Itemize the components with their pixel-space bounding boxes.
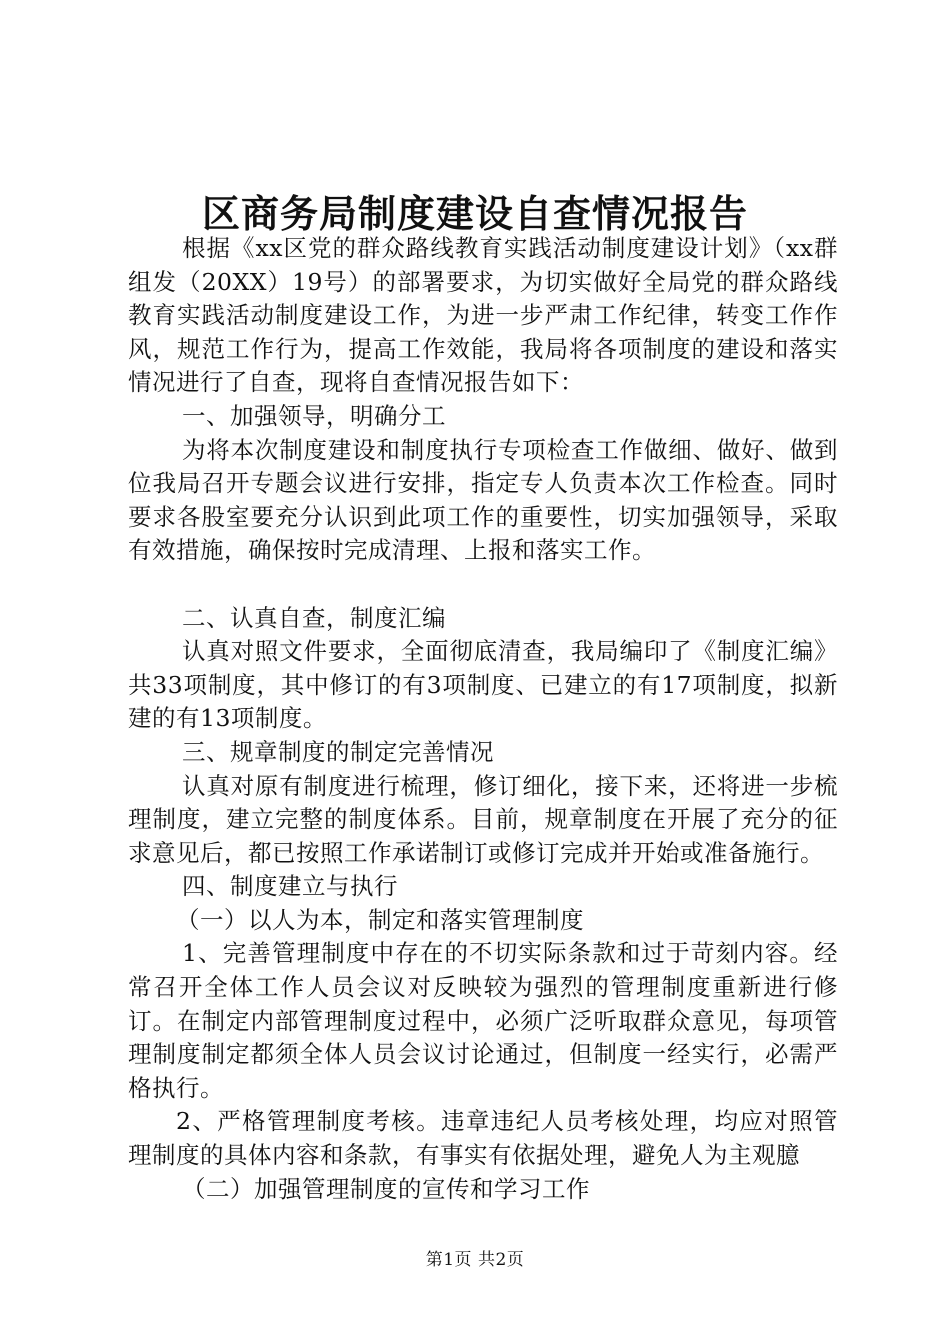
- subsection-heading-2: （二）加强管理制度的宣传和学习工作: [182, 1174, 590, 1203]
- section-heading-2: 二、认真自查，制度汇编: [182, 603, 446, 632]
- page-footer: 第1页 共2页: [425, 1250, 525, 1270]
- document-title: 区商务局制度建设自查情况报告: [201, 191, 748, 236]
- intro-paragraph: 根据《xx区党的群众路线教育实践活动制度建设计划》（xx群组发（20XX）19号）的部署要求，为切实做好全局党的群众路线教育实践活动制度建设工作，为进一步严肃工作纪律，转变工作作风，规范工作行为，提高工作效能，我局将各项制度的建设和落实情况进行了自查，现将自查情况报告如下：: [128, 234, 838, 397]
- section-heading-4: 四、制度建立与执行: [182, 872, 398, 901]
- item-2-paragraph: 2、严格管理制度考核。违章违纪人员考核处理，均应对照管理制度的具体内容和条款，有事实有依据处理，避免人为主观臆: [128, 1107, 838, 1170]
- section-1-paragraph: 为将本次制度建设和制度执行专项检查工作做细、做好、做到位我局召开专题会议进行安排，指定专人负责本次工作检查。同时要求各股室要充分认识到此项工作的重要性，切实加强领导，采取有效措施，确保按时完成清理、上报和落实工作。: [128, 435, 838, 565]
- section-heading-1: 一、加强领导，明确分工: [182, 401, 446, 430]
- section-3-paragraph: 认真对原有制度进行梳理，修订细化，接下来，还将进一步梳理制度，建立完整的制度体系。目前，规章制度在开展了充分的征求意见后，都已按照工作承诺制订或修订完成并开始或准备施行。: [128, 771, 838, 867]
- section-2-paragraph: 认真对照文件要求，全面彻底清查，我局编印了《制度汇编》共33项制度，其中修订的有3项制度、已建立的有17项制度，拟新建的有13项制度。: [128, 637, 838, 733]
- blank-line: [128, 568, 838, 602]
- document-body: [128, 232, 838, 1206]
- item-1-paragraph: 1、完善管理制度中存在的不切实际条款和过于苛刻内容。经常召开全体工作人员会议对反映较为强烈的管理制度重新进行修订。在制定内部管理制度过程中，必须广泛听取群众意见，每项管理制度制定都须全体人员会议讨论通过，但制度一经实行，必需严格执行。: [128, 939, 838, 1102]
- section-heading-3: 三、规章制度的制定完善情况: [182, 737, 494, 766]
- subsection-heading-1: （一）以人为本，制定和落实管理制度: [176, 905, 584, 934]
